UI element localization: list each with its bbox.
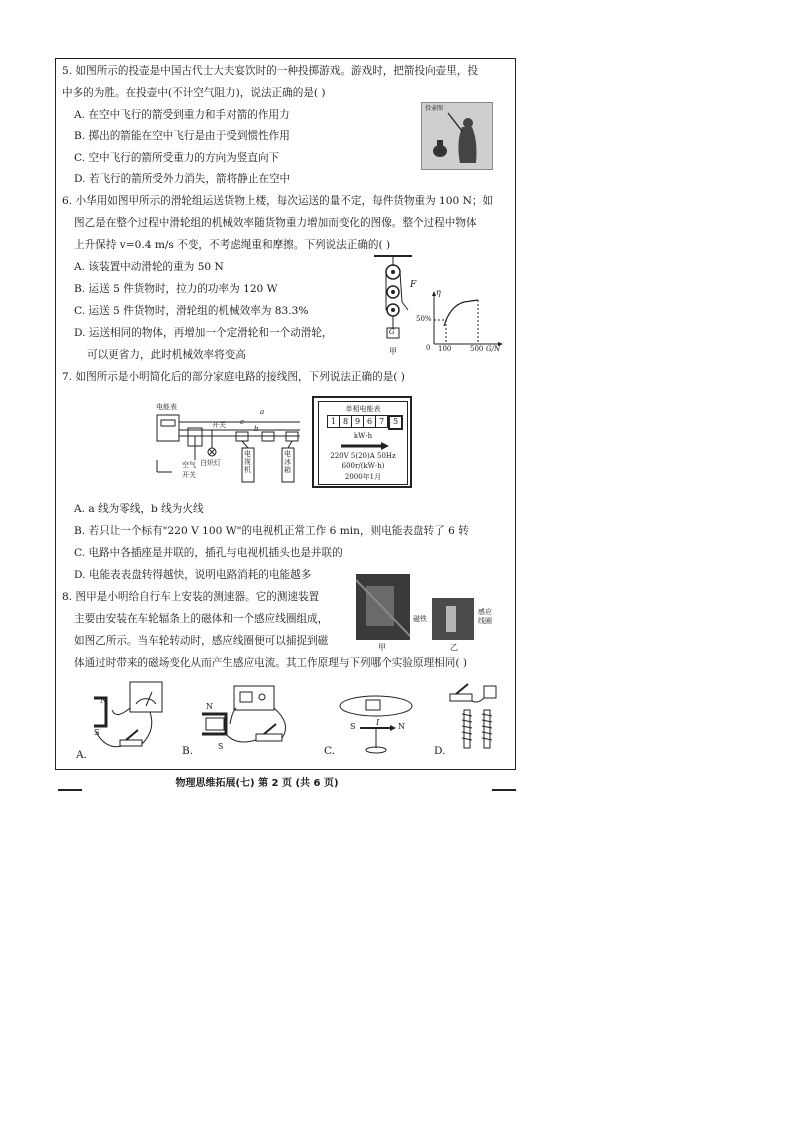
q6-chart-eta-label: η [436,288,441,297]
q8-a-n-label: N [100,696,107,705]
q7-stem: 7. 如图所示是小明简化后的部分家庭电路的接线图，下列说法正确的是( ) [62,371,405,383]
q6-load-label: G [389,328,395,336]
q8-a-s-label: S [94,728,100,737]
q6-pulley-diagram [372,252,420,362]
q7-wire-a-label: a [260,408,265,416]
q6-fig-jia-label: 甲 [389,347,397,356]
q6-chart-100-label: 100 [438,345,452,353]
q8-magnet-label: 磁铁 [413,615,427,623]
q8-option-b-label: B. [182,745,194,757]
q6-chart-origin-label: 0 [426,344,431,352]
q6-chart-x-label: G/N [486,345,501,353]
q5-stem-line2: 中多的为胜。在投壶中(不计空气阻力)，说法正确的是( ) [62,87,326,99]
q7-meter-digit: 9 [352,415,364,428]
q5-option-c: C. 空中飞行的箭所受重力的方向为竖直向下 [74,152,280,164]
q8-c-s-label: S [350,722,356,731]
q8-yi-label: 乙 [450,643,458,652]
page-footer: 物理思维拓展(七) 第 2 页 (共 6 页) [175,778,339,789]
q8-stem-line3: 如图乙所示。当车轮转动时，感应线圈便可以捕捉到磁 [74,635,329,647]
q6-force-label: F [410,280,417,290]
q6-option-b: B. 运送 5 件货物时，拉力的功率为 120 W [74,283,278,295]
q7-meter-digit: 1 [327,415,340,428]
q6-option-d-line1: D. 运送相同的物体，再增加一个定滑轮和一个动滑轮， [74,327,333,339]
q6-option-d-line2: 可以更省力，此时机械效率将变高 [87,349,246,361]
q7-wire-b-label: b [254,425,259,433]
q8-stem-line4: 体通过时带来的磁场变化从而产生感应电流。其工作原理与下列哪个实验原理相同( ) [74,657,468,669]
q8-c-n-label: N [398,722,405,731]
q7-option-a: A. a 线为零线，b 线为火线 [74,503,204,515]
q8-option-c-label: C. [324,745,336,757]
q7-air-switch-label-2: 开关 [182,471,196,479]
q7-meter-digit: 5 [388,415,403,430]
q6-stem-line3: 上升保持 v=0.4 m/s 不变，不考虑绳重和摩擦。下列说法正确的( ) [74,239,391,251]
q7-energy-meter [312,396,412,488]
q8-b-s-label: S [218,742,224,751]
q7-meter-rev: 600r/(kW·h) [341,462,385,470]
q7-circuit-diagram [152,400,302,490]
q5-option-d: D. 若飞行的箭所受外力消失，箭将静止在空中 [74,173,291,185]
q7-meter-title: 单相电能表 [345,405,381,413]
q6-stem-line2: 图乙是在整个过程中滑轮组的机械效率随货物重力增加而变化的图像。整个过程中物体 [74,217,477,229]
q7-meter-spec: 220V 5(20)A 50Hz [330,452,396,460]
footer-dash-right [492,789,516,791]
q6-chart-50-label: 50% [416,315,432,323]
q8-coil-label-2: 线圈 [478,617,492,625]
q8-option-a-figure [86,680,166,758]
q6-chart-500-label: 500 [470,345,484,353]
q7-wire-c-label: c [240,418,244,426]
q7-meter-unit: kW·h [353,432,373,440]
q7-bulb-label: 白炽灯 [200,459,221,467]
q7-meter-digit: 7 [376,415,388,428]
q7-tv-label: 电视机 [244,450,251,474]
footer-dash-left [58,789,82,791]
q8-coil-label-1: 感应 [478,608,492,616]
q7-meter-digit: 8 [340,415,352,428]
q8-jia-label: 甲 [378,643,386,652]
q7-air-switch-label-1: 空气 [182,461,196,469]
q8-option-d-figure [444,682,504,758]
q6-option-c: C. 运送 5 件货物时，滑轮组的机械效率为 83.3% [74,305,309,317]
q7-fridge-label: 电冰箱 [284,450,291,474]
q5-touhu-image [421,102,493,170]
q8-stem-line2: 主要由安装在车轮辐条上的磁体和一个感应线圈组成， [74,613,329,625]
q8-photo-jia [356,574,410,640]
q6-stem-line1: 6. 小华用如图甲所示的滑轮组运送货物上楼，每次运送的量不定，每件货物重为 100 N；如 [62,195,494,207]
q7-meter-label: 电能表 [156,403,177,411]
q8-c-current-label: I [376,718,380,727]
q7-meter-date: 2000年1月 [344,473,382,481]
q7-option-c: C. 电路中各插座是并联的，插孔与电视机插头也是并联的 [74,547,343,559]
q8-option-c-figure [336,692,416,756]
q6-option-a: A. 该装置中动滑轮的重为 50 N [74,261,224,273]
q7-switch-label: 开关 [212,421,226,429]
q5-option-a: A. 在空中飞行的箭受到重力和手对箭的作用力 [74,109,290,121]
q5-option-b: B. 掷出的箭能在空中飞行是由于受到惯性作用 [74,130,290,142]
q7-option-b: B. 若只让一个标有"220 V 100 W"的电视机正常工作 6 min，则电能表盘转了 6 转 [74,525,469,537]
q8-option-b-figure [196,684,296,758]
q7-option-d: D. 电能表表盘转得越快，说明电路消耗的电能越多 [74,569,312,581]
q7-meter-counter [327,415,403,430]
q8-photo-yi [432,598,474,640]
q5-stem-line1: 5. 如图所示的投壶是中国古代士大夫宴饮时的一种投掷游戏。游戏时，把箭投向壶里，投 [62,65,479,77]
q8-b-n-label: N [206,702,213,711]
q8-stem-line1: 8. 图甲是小明给自行车上安装的测速器。它的测速装置 [62,591,320,603]
q7-meter-digit: 6 [364,415,376,428]
q5-image-caption: 投壶图 [425,105,444,112]
q8-option-a-label: A. [76,749,88,761]
q6-efficiency-chart [416,288,504,354]
q8-option-d-label: D. [434,745,446,757]
